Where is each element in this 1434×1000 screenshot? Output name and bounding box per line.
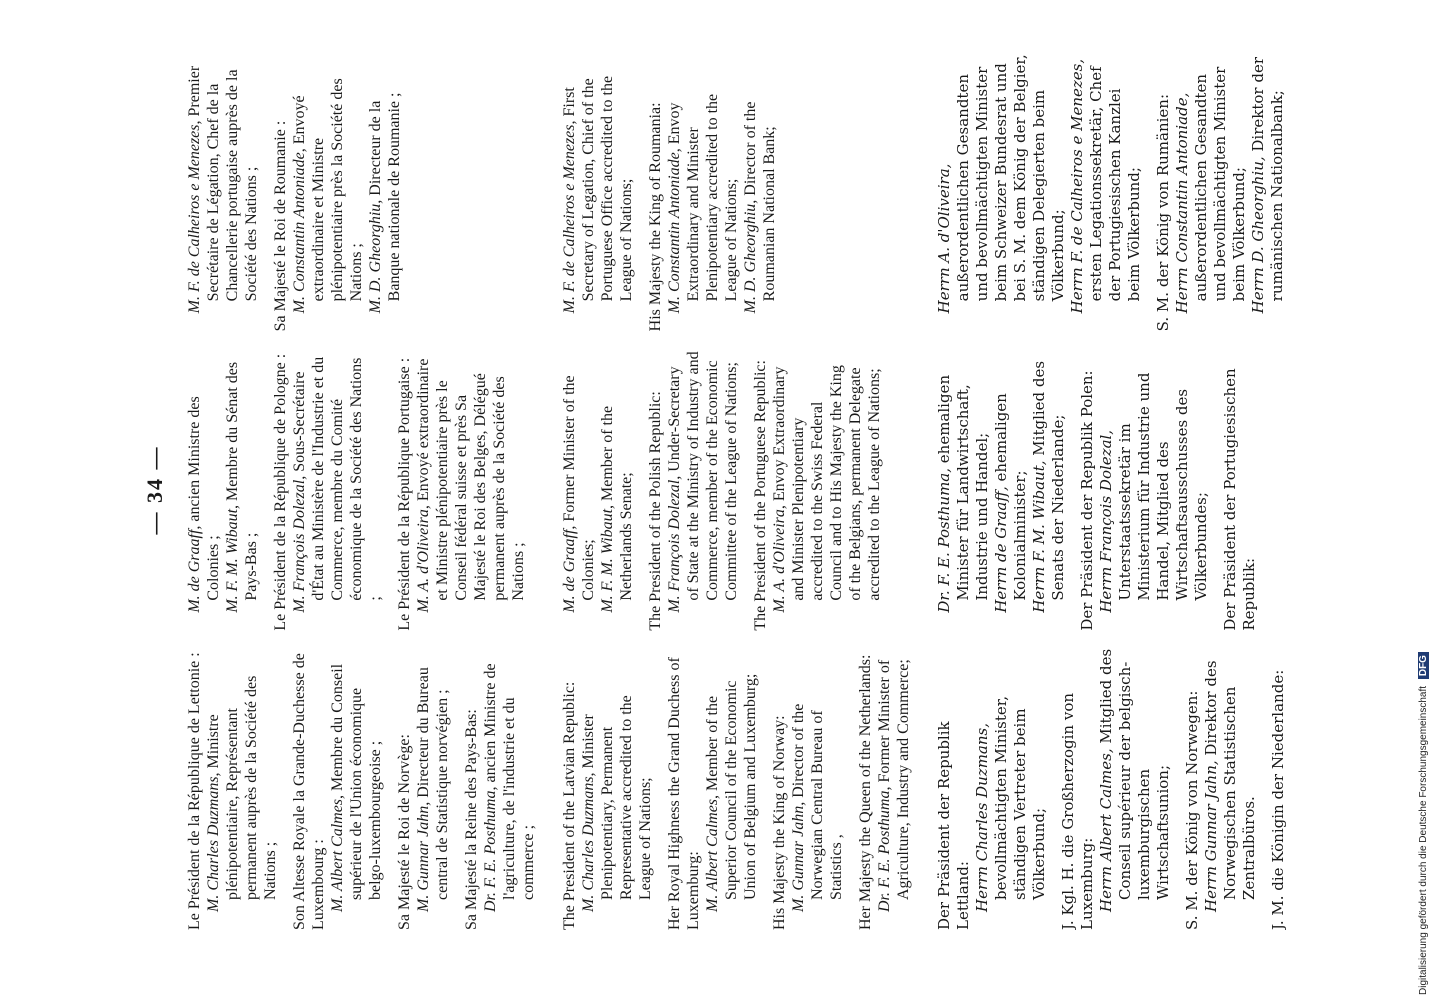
- delegate-name: M. Charles Duzmans,: [580, 772, 597, 912]
- delegate-title: Former Minister of the Colonies;: [561, 375, 597, 601]
- german-column: [935, 50, 1295, 930]
- delegate-title: Direktor der rumänischen Nationalbank;: [1249, 57, 1286, 302]
- delegate-name: M. de Graaff,: [561, 525, 578, 613]
- entry-head: Son Altesse Royale la Grande-Duchesse de Luxembourg :: [291, 653, 327, 930]
- delegate-title: Member of the Netherlands Senate;: [599, 405, 635, 601]
- credit-text: Digitalisierung gefördert durch die Deutsche Forschungsgemeinschaft: [1418, 685, 1429, 995]
- delegate-title: Envoy Extraordinary and Minister Plenipotentiary accredited to the League of Nations;: [666, 93, 740, 302]
- delegate-title: Directeur du Bureau central de Statistique norvégien ;: [415, 667, 451, 900]
- delegate-title: Premier Secrétaire de Légation, Chef de la Chancellerie portugaise auprès de la Société des Nations ;: [186, 65, 260, 302]
- entry-head: Sa Majesté le Roi de Norvège:: [396, 734, 413, 930]
- delegate-title: außerordentlichen Gesandten und bevollmächtigten Minister beim Schweizer Bundesrat und bei S. M. dem König der Belgier, ständigen Delegierten beim Völkerbund;: [954, 54, 1067, 302]
- entry-head: Le Président de la République de Pologne :: [272, 353, 289, 631]
- entry-head: Der Präsident der Republik Lettland:: [935, 721, 972, 930]
- delegate: [992, 349, 1030, 630]
- delegate-title: Minister Plenipotentiary, Permanent Representative accredited to the League of Nations;: [580, 695, 654, 900]
- entry: [665, 649, 760, 930]
- delegate: [1068, 50, 1144, 331]
- delegate: [290, 50, 366, 331]
- delegate-name: M. Albert Calmes,: [329, 794, 346, 912]
- entry: [395, 649, 452, 930]
- delegate: [1249, 50, 1287, 331]
- delegate: [741, 50, 779, 331]
- entry: [1183, 649, 1259, 930]
- delegate-name: Herrn A. d'Oliveira,: [935, 163, 953, 314]
- delegate: [481, 649, 538, 930]
- delegate-title: Envoyé extraordinaire et Ministre plénipotentiaire près la Société des Nations ;: [291, 78, 365, 302]
- delegate-name: Herrn Gunnar Jahn,: [1202, 760, 1220, 912]
- entry-head: The President of the Latvian Republic:: [561, 681, 578, 930]
- delegate: [414, 349, 528, 630]
- entry-head: Der Präsident der Republik Polen:: [1078, 370, 1096, 631]
- delegate-title: ancien Ministre de l'agriculture, de l'industrie et du commerce ;: [482, 663, 537, 900]
- delegate: [579, 649, 655, 930]
- entry: [185, 649, 280, 930]
- delegate-name: M. D. Gheorghiu,: [742, 199, 759, 314]
- delegate-title: Membre du Conseil supérieur de l'Union économique belgo-luxembourgeoise ;: [329, 663, 384, 900]
- delegate-name: M. F. M. Wibaut,: [599, 504, 616, 613]
- delegate-title: Mitglied des Conseil supérieur der belgisch-luxemburgischen Wirtschaftsunion;: [1097, 648, 1172, 900]
- delegate-name: M. D. Gheorghiu,: [367, 199, 384, 314]
- delegate: [414, 649, 452, 930]
- delegate-title: bevollmächtigten Minister, ständigen Vertreter beim Völkerbund;: [992, 695, 1048, 900]
- rotated-page-content: [125, 50, 1305, 930]
- delegate: [366, 50, 404, 331]
- delegate-name: M. Constantin Antoniade,: [291, 148, 308, 314]
- entry: [290, 649, 385, 930]
- french-column: [185, 50, 545, 930]
- entry: [560, 649, 655, 930]
- delegate-name: M. F. de Calheiros e Menezes,: [561, 120, 578, 314]
- entry-head: Le Président de la République de Lettonie :: [186, 652, 203, 930]
- delegate-title: ersten Legationssekretär, Chef der Portugiesischen Kanzlei beim Völkerbund;: [1087, 66, 1143, 302]
- entry: [1078, 349, 1211, 630]
- delegate-name: M. A. d'Oliveira,: [415, 505, 432, 613]
- entry-head: Her Majesty the Queen of the Netherlands:: [857, 654, 874, 930]
- entry-head: His Majesty the King of Roumania:: [647, 102, 664, 332]
- delegate: [935, 50, 1068, 331]
- delegate: [1173, 50, 1249, 331]
- entry-head: S. M. der König von Rumänien:: [1154, 93, 1172, 332]
- delegate-name: M. Gunnar Jahn,: [790, 801, 807, 912]
- entry: [271, 50, 404, 331]
- entry-head: The President of the Polish Republic:: [647, 391, 664, 631]
- entry: [646, 349, 741, 630]
- delegate-title: ancien Ministre des Colonies ;: [186, 396, 222, 601]
- columns: [185, 50, 1305, 930]
- delegate-title: Unterstaatssekretär im Ministerium für Industrie und Handel, Mitglied des Wirtschaftsausschusses des Völkerbundes;: [1116, 372, 1210, 601]
- delegate-name: Herrn Albert Calmes,: [1097, 748, 1115, 912]
- delegate: [328, 649, 385, 930]
- delegate-title: ehemaligen Minister für Landwirtschaft, Industrie und Handel;: [935, 374, 991, 601]
- delegate-title: First Secretary of Legation, Chief of the Portuguese Office accredited to the League of Nations;: [561, 75, 635, 302]
- delegate-name: M. Albert Calmes,: [704, 794, 721, 912]
- delegate: [665, 50, 741, 331]
- page-number: — 34 —: [142, 445, 167, 535]
- delegate-title: Sous-Secrétaire d'État au Ministère de l'Industrie et du Commerce, membre du Comité économique de la Société des Nations ;: [291, 356, 384, 601]
- entry-head: Der Präsident der Portugiesischen Republik:: [1221, 368, 1258, 631]
- entry: [770, 649, 846, 930]
- delegate: [185, 50, 261, 331]
- delegate: [770, 349, 884, 630]
- entry-head: Le Président de la République Portugaise :: [396, 357, 413, 631]
- delegate: [875, 649, 913, 930]
- delegate-title: Membre du Sénat des Pays-Bas ;: [224, 361, 260, 601]
- entry-head: Sa Majesté le Roi de Roumanie :: [272, 120, 289, 332]
- delegate-name: Herrn Constantin Antoniade,: [1173, 92, 1191, 314]
- delegate-name: Herrn F. M. Wibaut,: [1030, 460, 1048, 613]
- delegate-name: M. de Graaff,: [186, 525, 203, 613]
- entry-head: Her Royal Highness the Grand Duchess of Luxemburg:: [666, 657, 702, 930]
- delegate-name: Herrn de Graaff,: [992, 486, 1010, 613]
- delegate: [703, 649, 760, 930]
- delegate-name: M. A. d'Oliveira,: [771, 505, 788, 613]
- entry-head: Sa Majesté la Reine des Pays-Bas:: [463, 709, 480, 930]
- delegate-title: Under-Secretary of State at the Ministry of Industry and Commerce, member of the Economic Committee of the League of Nations;: [666, 351, 740, 601]
- entry: [935, 649, 1049, 930]
- delegate-name: Dr. F. E. Posthuma,: [482, 786, 499, 912]
- entry-head: S. M. der König von Norwegen:: [1183, 690, 1201, 930]
- delegate-name: Herrn D. Gheorghiu,: [1249, 156, 1267, 314]
- delegate-title: Member of the Superior Council of the Economic Union of Belgium and Luxemburg;: [704, 673, 759, 900]
- english-column: [560, 50, 920, 930]
- entry-head: The President of the Portuguese Republic:: [752, 360, 769, 631]
- delegate: [1030, 349, 1068, 630]
- entry-head: His Majesty the King of Norway:: [771, 715, 788, 930]
- delegate-name: Dr. F. E. Posthuma,: [935, 467, 953, 613]
- delegate-name: M. Constantin Antoniade,: [666, 148, 683, 314]
- delegate-name: M. François Dolezal,: [291, 475, 308, 613]
- entry-head: J. Kgl. H. die Großherzogin von Luxemburg:: [1059, 692, 1096, 930]
- entry: [1154, 50, 1287, 331]
- delegate: [789, 649, 846, 930]
- entry: [1059, 649, 1173, 930]
- delegate-title: Director of the Norwegian Central Bureau of Statistics ,: [790, 703, 845, 900]
- delegate-name: M. Charles Duzmans,: [205, 772, 222, 912]
- delegate-title: Former Minister of Agriculture, Industry and Commerce;: [876, 659, 912, 900]
- digitization-credit: [1418, 652, 1429, 995]
- delegate: [290, 349, 385, 630]
- delegate-title: Direktor des Norwegischen Statistischen Zentralbüros.: [1202, 660, 1258, 900]
- delegate-name: M. François Dolezal,: [666, 475, 683, 613]
- delegate: [1097, 349, 1211, 630]
- delegate-name: M. F. M. Wibaut,: [224, 504, 241, 613]
- delegate: [223, 349, 261, 630]
- delegate: [1097, 649, 1173, 930]
- delegate-title: Mitglied des Senats der Niederlande;: [1030, 360, 1067, 601]
- delegate: [665, 349, 741, 630]
- delegate-name: M. F. de Calheiros e Menezes,: [186, 120, 203, 314]
- entry: [646, 50, 779, 331]
- delegate: [204, 649, 280, 930]
- delegate-title: ehemaligen Kolonialminister;: [992, 393, 1029, 601]
- dfg-logo: DFG: [1418, 652, 1429, 679]
- delegate-name: Herrn Charles Duzmans,: [973, 722, 991, 912]
- delegate: [185, 349, 223, 630]
- delegate-title: Ministre plénipotentiaire, Représentant permanent auprès de la Société des Nations ;: [205, 675, 279, 900]
- delegate-title: Directeur de la Banque nationale de Roumanie ;: [367, 92, 403, 302]
- delegate-title: Envoyé extraordinaire et Ministre plénipotentiaire près le Conseil fédéral suisse et près Sa Majesté le Roi des Belges, Délégué permanent auprès de la Société des Nations ;: [415, 358, 527, 601]
- delegate-title: Director of the Roumanian National Bank;: [742, 101, 778, 302]
- delegate: [973, 649, 1049, 930]
- delegate: [598, 349, 636, 630]
- entry-head: J. M. die Königin der Niederlande:: [1269, 669, 1287, 930]
- delegate: [560, 349, 598, 630]
- delegate-name: M. Gunnar Jahn,: [415, 801, 432, 912]
- delegate: [560, 50, 636, 331]
- delegate-name: Dr. F. E. Posthuma,: [876, 786, 893, 912]
- delegate-name: Herrn F. de Calheiros e Menezes,: [1068, 58, 1086, 314]
- delegate-name: Herrn François Dolezal,: [1097, 429, 1115, 613]
- delegate: [935, 349, 992, 630]
- delegate-title: außerordentlichen Gesandten und bevollmächtigten Minister beim Völkerbund;: [1192, 66, 1248, 302]
- delegate: [1202, 649, 1259, 930]
- entry: [271, 349, 385, 630]
- delegate-title: Envoy Extraordinary and Minister Plenipotentiary accredited to the Swiss Federal Council and to His Majesty the King of the Belgians, permanent Delegate accredited to the League of Nations;: [771, 365, 883, 601]
